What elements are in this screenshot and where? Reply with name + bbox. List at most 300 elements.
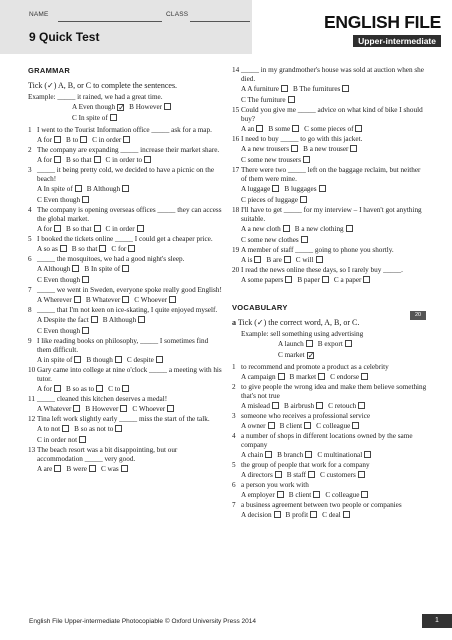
option-letter: C	[126, 356, 132, 364]
question	[232, 383, 428, 401]
tick-box[interactable]	[54, 136, 61, 143]
question-number: 1	[232, 363, 236, 371]
option-letter: A	[241, 225, 246, 233]
tick-box[interactable]	[281, 85, 288, 92]
tick-box[interactable]	[80, 136, 87, 143]
option-letter: B	[74, 425, 79, 433]
option-letter: B	[65, 385, 71, 393]
option-letter: B	[102, 316, 108, 324]
option-c	[296, 255, 323, 265]
question	[28, 306, 224, 315]
option-letter: C	[92, 136, 97, 144]
question-text: _____ that I'm not keen on ice-skating, I quite enjoyed myself.	[37, 306, 218, 314]
option-b	[286, 510, 318, 520]
tick-box[interactable]	[74, 356, 81, 363]
tick-box[interactable]: ✓	[307, 351, 315, 360]
option-text: to not	[43, 425, 61, 433]
option-text: However	[135, 103, 163, 111]
question-text: The company is opening overseas offices _____ they can access the global market.	[37, 206, 222, 223]
tick-box[interactable]	[82, 196, 89, 203]
option-letter: A	[37, 156, 42, 164]
option-text: some papers	[247, 276, 284, 284]
tick-box[interactable]	[128, 245, 135, 252]
vocab-example-options-extra	[278, 350, 428, 360]
option-a	[37, 295, 81, 305]
tick-box[interactable]	[274, 511, 281, 518]
option-a	[241, 372, 285, 382]
option-letter: C	[278, 351, 283, 359]
grammar-column	[28, 66, 224, 475]
tick-box[interactable]	[122, 265, 129, 272]
tick-box[interactable]	[110, 114, 117, 121]
tick-box[interactable]	[285, 276, 292, 283]
header-band	[0, 0, 252, 54]
right-column	[232, 66, 428, 521]
option-text: Wherever	[43, 296, 72, 304]
tick-box[interactable]	[272, 185, 279, 192]
question-number: 20	[232, 266, 240, 274]
tick-box[interactable]	[301, 236, 308, 243]
tick-box[interactable]	[361, 373, 368, 380]
tick-box[interactable]	[364, 451, 371, 458]
tick-box[interactable]	[79, 436, 86, 443]
option-letter: A	[37, 356, 42, 364]
option-letter: C	[132, 405, 138, 413]
question	[232, 461, 428, 470]
option-letter: B	[84, 265, 90, 273]
option-letter: A	[241, 145, 246, 153]
tick-box[interactable]	[275, 471, 282, 478]
option-text: profit	[292, 511, 309, 519]
tick-box[interactable]	[123, 136, 130, 143]
tick-box[interactable]	[358, 402, 365, 409]
name-line	[58, 21, 162, 22]
option-text: Although	[43, 265, 71, 273]
tick-box[interactable]	[94, 225, 101, 232]
grammar-instruction: Tick (✓) A, B, or C to complete the sentences.	[28, 81, 178, 90]
tick-box[interactable]	[318, 373, 325, 380]
option-a	[37, 424, 69, 434]
option-text: in spite of	[43, 356, 73, 364]
option-c	[241, 195, 307, 205]
question	[28, 235, 224, 244]
tick-box[interactable]	[54, 156, 61, 163]
option-a	[241, 401, 279, 411]
tick-box[interactable]	[144, 156, 151, 163]
option-text: Although	[92, 185, 121, 193]
tick-box[interactable]	[358, 471, 365, 478]
option-b	[280, 421, 312, 431]
tick-box[interactable]	[156, 356, 163, 363]
option-letter: C	[105, 225, 111, 233]
option-a	[241, 84, 288, 94]
tick-box[interactable]	[342, 85, 349, 92]
tick-box[interactable]	[254, 256, 261, 263]
option-a	[37, 355, 81, 365]
question-number: 8	[28, 306, 32, 314]
option-text: some new trousers	[247, 156, 302, 164]
question-number: 16	[232, 135, 240, 143]
option-text: to	[72, 136, 79, 144]
grammar-example	[28, 93, 224, 102]
option-letter: A	[241, 422, 246, 430]
option-letter: A	[37, 245, 42, 253]
option-b	[290, 372, 326, 382]
option-letter: B	[288, 491, 294, 499]
tick-box[interactable]	[308, 471, 315, 478]
option-c	[328, 401, 365, 411]
option-c	[132, 404, 174, 414]
tick-box[interactable]	[310, 511, 317, 518]
option-letter: A	[241, 471, 246, 479]
option-c	[316, 421, 359, 431]
question-options	[241, 275, 428, 285]
option-text: Whoever	[138, 405, 166, 413]
question-options	[37, 264, 224, 274]
tick-box[interactable]	[291, 145, 298, 152]
option-letter: A	[37, 136, 42, 144]
tick-box[interactable]	[363, 276, 370, 283]
tick-box[interactable]	[96, 385, 103, 392]
vocabulary-questions	[232, 363, 428, 520]
option-text: some	[274, 125, 291, 133]
option-c	[37, 326, 89, 336]
tick-box[interactable]	[122, 185, 129, 192]
tick-box[interactable]	[72, 265, 79, 272]
option-b	[66, 464, 96, 474]
tick-box[interactable]	[164, 103, 171, 110]
tick-box[interactable]	[361, 491, 368, 498]
option-b	[86, 295, 129, 305]
option-letter: A	[37, 225, 42, 233]
question	[232, 206, 428, 224]
option-b	[129, 102, 171, 112]
option-letter: B	[129, 103, 134, 111]
option-text: luggage	[247, 185, 271, 193]
option-letter: B	[268, 125, 274, 133]
option-b	[72, 244, 107, 254]
question-text: _____ the mosquitoes, we had a good night's sleep.	[37, 255, 185, 263]
option-text: for	[43, 225, 52, 233]
question	[232, 266, 428, 275]
option-a	[37, 244, 67, 254]
option-letter: C	[330, 373, 335, 381]
option-letter: C	[325, 491, 331, 499]
tick-box[interactable]	[283, 225, 290, 232]
tick-box[interactable]	[91, 316, 98, 323]
option-text: is	[247, 256, 253, 264]
question-options	[241, 235, 428, 245]
option-letter: C	[317, 451, 323, 459]
option-letter: C	[134, 296, 140, 304]
option-letter: B	[286, 471, 292, 479]
option-c	[317, 450, 371, 460]
option-letter: A	[241, 373, 246, 381]
option-letter: A	[37, 316, 42, 324]
option-text: staff	[293, 471, 306, 479]
example-options-extra	[72, 113, 224, 123]
option-letter: A	[241, 276, 246, 284]
question-options	[37, 244, 224, 254]
tick-box[interactable]	[89, 465, 96, 472]
option-c	[106, 155, 152, 165]
tick-box[interactable]	[265, 451, 272, 458]
option-text: owner	[247, 422, 266, 430]
tick-box[interactable]	[115, 425, 122, 432]
tick-box[interactable]	[277, 491, 284, 498]
question-options	[37, 326, 224, 336]
option-text: launch	[284, 340, 304, 348]
option-text: In spite of	[78, 114, 108, 122]
question	[28, 446, 224, 464]
option-c	[325, 490, 368, 500]
option-text: pieces of luggage	[247, 196, 298, 204]
option-letter: C	[322, 511, 327, 519]
option-letter: B	[277, 451, 282, 459]
option-c	[334, 275, 371, 285]
option-letter: B	[65, 136, 71, 144]
option-a	[37, 155, 61, 165]
question-options	[241, 84, 428, 94]
question-text: a number of shops in different locations owned by the same company	[241, 432, 413, 449]
question-text: the group of people that work for a company	[241, 461, 370, 469]
option-a	[37, 264, 79, 274]
tick-box[interactable]	[284, 256, 291, 263]
question-text: _____ we went in Sweden, everyone spoke really good English!	[37, 286, 222, 294]
tick-box[interactable]	[352, 422, 359, 429]
question-options	[241, 255, 428, 265]
option-text: for	[43, 385, 52, 393]
tick-box[interactable]	[54, 225, 61, 232]
question-text: The company are expanding _____ increase their market share.	[37, 146, 220, 154]
option-text: mislead	[247, 402, 270, 410]
question-options	[37, 404, 224, 414]
option-letter: A	[37, 405, 42, 413]
question-number: 7	[28, 286, 32, 294]
question	[28, 146, 224, 155]
question-text: The beach resort was a bit disappointing, but our accommodation _____ very good.	[37, 446, 178, 463]
question-options	[37, 384, 224, 394]
tick-box[interactable]	[303, 156, 310, 163]
option-text: client	[286, 422, 303, 430]
question-options	[241, 195, 428, 205]
level-badge: Upper-intermediate	[353, 35, 441, 47]
tick-box[interactable]	[54, 385, 61, 392]
question-number: 6	[232, 481, 236, 489]
question	[28, 255, 224, 264]
question-number: 2	[232, 383, 236, 391]
question	[232, 66, 428, 84]
tick-box[interactable]	[316, 256, 323, 263]
vocabulary-instruction	[232, 317, 428, 328]
tick-box[interactable]	[316, 402, 323, 409]
tick-box[interactable]	[319, 185, 326, 192]
tick-box[interactable]	[350, 145, 357, 152]
tick-box[interactable]	[169, 296, 176, 303]
question-options	[37, 275, 224, 285]
option-letter: A	[278, 340, 283, 348]
option-letter: C	[295, 256, 301, 264]
tick-box[interactable]	[288, 96, 295, 103]
part-letter: a	[232, 318, 236, 327]
option-letter: A	[241, 402, 246, 410]
tick-box[interactable]	[268, 422, 275, 429]
option-text: was	[107, 465, 119, 473]
option-letter: A	[37, 465, 42, 473]
tick-box[interactable]	[82, 276, 89, 283]
question	[28, 126, 224, 135]
option-b	[284, 401, 323, 411]
vocab-example-label: Example:	[241, 330, 269, 338]
tick-box[interactable]	[74, 296, 81, 303]
question-number: 18	[232, 206, 240, 214]
tick-box[interactable]	[300, 196, 307, 203]
tick-box[interactable]	[138, 316, 145, 323]
tick-box[interactable]	[75, 185, 82, 192]
option-c	[241, 95, 295, 105]
tick-box[interactable]	[272, 402, 279, 409]
tick-box[interactable]	[345, 340, 352, 347]
option-letter: B	[85, 296, 91, 304]
question-text: I like reading books on philosophy, _____ I sometimes find them difficult.	[37, 337, 209, 354]
tick-box[interactable]	[120, 405, 127, 412]
option-letter: B	[71, 245, 77, 253]
question-number: 1	[28, 126, 32, 134]
question-text: A member of staff _____ going to phone you shortly.	[241, 246, 394, 254]
option-b	[268, 124, 299, 134]
option-text: retouch	[334, 402, 357, 410]
footer-copyright: English File Upper-intermediate Photocopiable © Oxford University Press 2014	[29, 618, 256, 625]
question	[28, 166, 224, 184]
option-b	[293, 84, 349, 94]
question-text: Could you give me _____ advice on what kind of bike I should buy?	[241, 106, 423, 123]
question-number: 6	[28, 255, 32, 263]
option-text: Even though	[78, 103, 116, 111]
tick-box[interactable]	[305, 451, 312, 458]
tick-box[interactable]	[122, 385, 129, 392]
tick-box[interactable]	[94, 156, 101, 163]
question-options	[37, 435, 224, 445]
tick-box[interactable]	[306, 340, 313, 347]
option-text: campaign	[247, 373, 276, 381]
score-badge: 20	[410, 311, 426, 320]
option-letter: C	[37, 327, 42, 335]
question	[28, 366, 224, 384]
option-text: export	[324, 340, 343, 348]
vocab-example-options	[278, 339, 428, 349]
question-number: 13	[28, 446, 36, 454]
brand-area	[252, 0, 452, 54]
option-b	[303, 144, 357, 154]
option-text: employer	[247, 491, 275, 499]
option-letter: C	[328, 402, 333, 410]
grammar-questions-right	[232, 66, 428, 285]
option-c	[106, 224, 144, 234]
tick-box[interactable]	[256, 125, 263, 132]
option-letter: A	[241, 451, 246, 459]
tick-box[interactable]: ✓	[118, 103, 125, 112]
option-text: so as not to	[80, 425, 114, 433]
example-label: Example:	[28, 93, 56, 101]
option-text: in order	[98, 136, 122, 144]
option-text: A furniture	[247, 85, 279, 93]
option-text: client	[295, 491, 312, 499]
option-a	[241, 450, 272, 460]
tick-box[interactable]	[346, 225, 353, 232]
option-text: paper	[303, 276, 320, 284]
tick-box[interactable]	[82, 327, 89, 334]
tick-box[interactable]	[54, 465, 61, 472]
option-text: a new cloth	[247, 225, 281, 233]
question	[232, 432, 428, 450]
tick-box[interactable]	[62, 425, 69, 432]
option-c	[92, 135, 130, 145]
tick-box[interactable]	[355, 125, 362, 132]
option-a	[241, 490, 284, 500]
tick-box[interactable]	[343, 511, 350, 518]
option-text: a new clothing	[301, 225, 344, 233]
question	[28, 415, 224, 424]
tick-box[interactable]	[121, 465, 128, 472]
tick-box[interactable]	[60, 245, 67, 252]
option-text: multinational	[323, 451, 363, 459]
question-options	[241, 450, 428, 460]
option-a	[72, 102, 124, 112]
option-b	[103, 315, 145, 325]
tick-box[interactable]	[278, 373, 285, 380]
tick-box[interactable]	[167, 405, 174, 412]
question-number: 4	[28, 206, 32, 214]
option-letter: B	[86, 185, 92, 193]
option-b	[295, 224, 353, 234]
question-text: Tina left work slightly early _____ miss the start of the talk.	[37, 415, 210, 423]
option-letter: C	[37, 196, 42, 204]
tick-box[interactable]	[292, 125, 299, 132]
tick-box[interactable]	[73, 405, 80, 412]
question-text: _____ in my grandmother's house was sold at auction when she died.	[241, 66, 424, 83]
tick-box[interactable]	[313, 491, 320, 498]
question-options	[241, 95, 428, 105]
option-b	[297, 275, 329, 285]
option-text: some new clothes	[247, 236, 299, 244]
tick-box[interactable]	[122, 296, 129, 303]
question-options	[37, 135, 224, 145]
option-letter: A	[241, 256, 246, 264]
option-letter: C	[241, 196, 246, 204]
option-a	[37, 315, 98, 325]
vocabulary-example	[241, 330, 428, 339]
question-options	[37, 464, 224, 474]
option-a	[241, 255, 261, 265]
tick-box[interactable]	[304, 422, 311, 429]
tick-box[interactable]	[322, 276, 329, 283]
option-text: so that	[78, 245, 98, 253]
tick-box[interactable]	[137, 225, 144, 232]
option-letter: A	[241, 491, 246, 499]
option-text: luggages	[290, 185, 317, 193]
question-number: 2	[28, 146, 32, 154]
option-a	[37, 135, 61, 145]
tick-box[interactable]	[99, 245, 106, 252]
option-text: The furniture	[247, 96, 286, 104]
option-text: for	[43, 156, 52, 164]
grammar-title: GRAMMAR	[28, 66, 71, 75]
question-options	[37, 315, 224, 325]
question-number: 3	[28, 166, 32, 174]
question-options	[241, 144, 428, 154]
option-letter: B	[289, 373, 295, 381]
tick-box[interactable]	[115, 356, 122, 363]
